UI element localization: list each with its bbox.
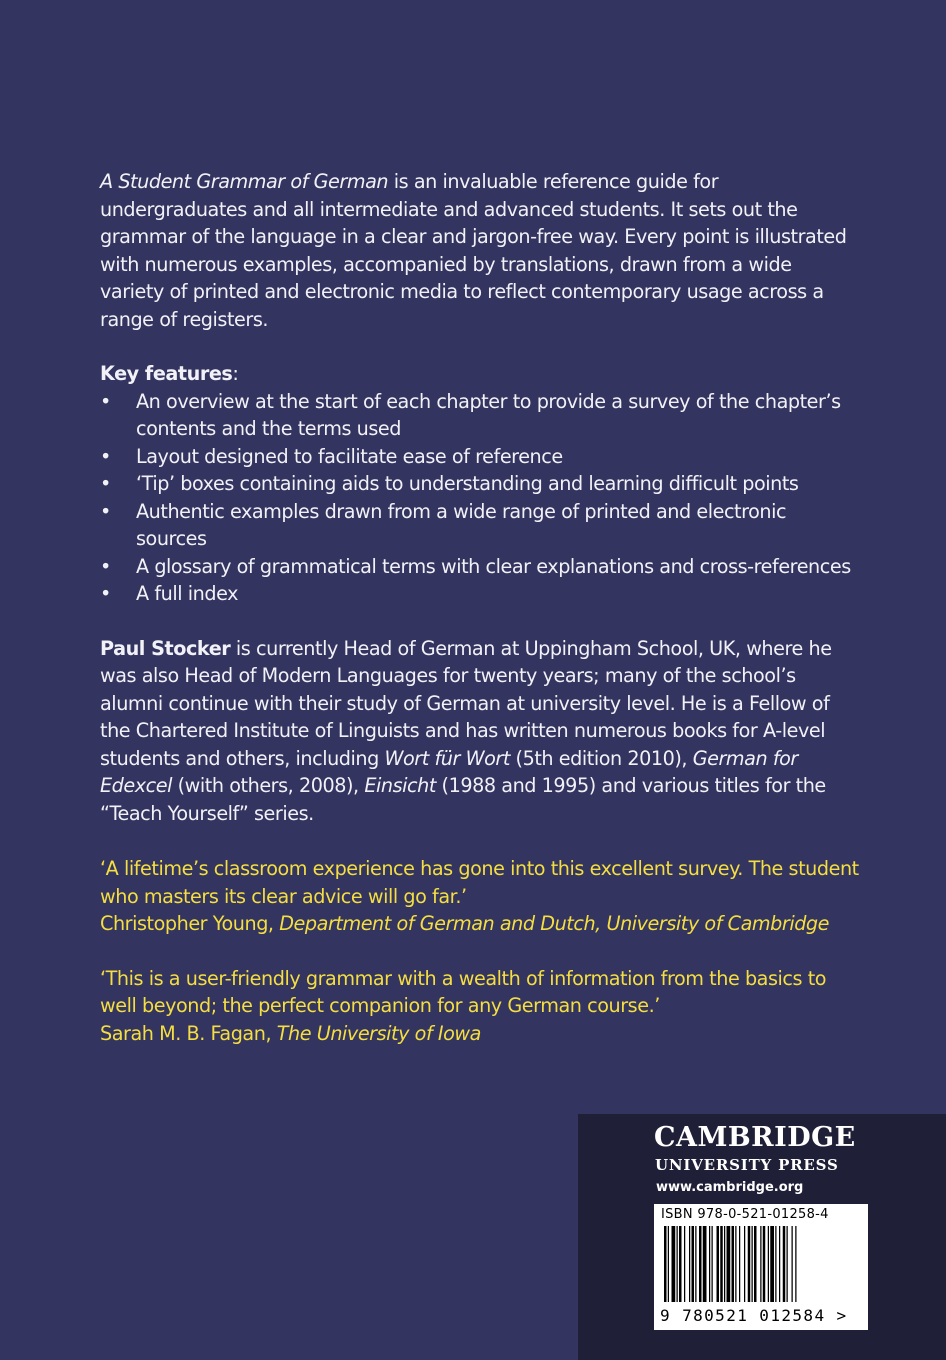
barcode-bar — [684, 1226, 685, 1302]
barcode-bar — [709, 1226, 710, 1302]
book-description — [100, 168, 860, 333]
barcode-bar — [768, 1226, 769, 1302]
book-title: A Student Grammar of German — [100, 170, 389, 193]
barcode-bar — [692, 1226, 695, 1302]
book-title-ref: Einsicht — [364, 774, 436, 797]
barcode-bar — [703, 1226, 707, 1302]
barcode-label — [654, 1204, 868, 1330]
barcode-bar — [727, 1226, 731, 1302]
back-cover-text — [100, 168, 860, 1074]
barcode-bar — [754, 1226, 757, 1302]
barcode-bar — [679, 1226, 682, 1302]
quote-text: ‘This is a user-friendly grammar with a wealth of information from the basics to well beyond; the perfect companion for any German course.’ — [100, 966, 827, 1017]
barcode-bar — [699, 1226, 702, 1302]
author-name: Paul Stocker — [100, 636, 231, 660]
feature-item: • Authentic examples drawn from a wide range of printed and electronic sources — [100, 498, 860, 553]
review-quote — [100, 855, 860, 938]
feature-item: • A full index — [100, 580, 860, 608]
barcode-bar — [795, 1226, 796, 1302]
feature-item: • Layout designed to facilitate ease of reference — [100, 443, 860, 471]
barcode-bar — [735, 1226, 736, 1302]
barcode-bar — [677, 1226, 678, 1302]
barcode-bar — [763, 1226, 766, 1302]
barcode-bar — [775, 1226, 776, 1302]
feature-item: • A glossary of grammatical terms with clear explanations and cross-references — [100, 553, 860, 581]
barcode-bar — [720, 1226, 723, 1302]
feature-item: • ‘Tip’ boxes containing aids to understanding and learning difficult points — [100, 470, 860, 498]
barcode-bar — [739, 1226, 740, 1302]
barcode-bar — [783, 1226, 786, 1302]
barcode — [662, 1226, 862, 1302]
barcode-bar — [744, 1226, 745, 1302]
barcode-bar — [732, 1226, 735, 1302]
quote-attribution: Sarah M. B. Fagan, The University of Iowa — [100, 1021, 481, 1045]
publisher-panel — [578, 1114, 946, 1360]
barcode-digits: 9 780521 012584 > — [660, 1306, 848, 1325]
barcode-bar — [672, 1226, 676, 1302]
barcode-bar — [689, 1226, 690, 1302]
description-text: is an invaluable reference guide for undergraduates and all intermediate and advanced students. It sets out the grammar of the language in a clear and jargon-free way. Every point is illustrated with numerous examples, accompanied by translations, drawn from a wide variety of printed and electronic media to reflect contemporary usage across a range of registers. — [100, 170, 847, 331]
barcode-bar — [770, 1226, 774, 1302]
barcode-bar — [779, 1226, 780, 1302]
author-bio: Paul Stocker is currently Head of German at Uppingham School, UK, where he was also Head of Modern Languages for twenty years; many of the school’s alumni continue with their study of German at university level. He is a Fellow of the Chartered Institute of Linguists and has written numerous books for A-level students and others, including Wort für Wort (5th edition 2010), German for Edexcel (with others, 2008), Einsicht (1988 and 1995) and various titles for the “Teach Yourself” series. — [100, 636, 832, 825]
barcode-bar — [717, 1226, 720, 1302]
barcode-bar — [787, 1226, 788, 1302]
barcode-bar — [668, 1226, 669, 1302]
feature-item: • An overview at the start of each chapter to provide a survey of the chapter’s contents and the terms used — [100, 388, 860, 443]
key-features-list — [100, 388, 860, 608]
quote-text: ‘A lifetime’s classroom experience has gone into this excellent survey. The student who masters its clear advice will go far.’ — [100, 857, 859, 908]
quote-attribution: Christopher Young, Department of German and Dutch, University of Cambridge — [100, 912, 830, 935]
barcode-bar — [792, 1226, 793, 1302]
isbn: ISBN 978-0-521-01258-4 — [661, 1207, 829, 1222]
publisher-url: www.cambridge.org — [656, 1180, 804, 1195]
barcode-bar — [752, 1226, 753, 1302]
book-title-ref: Wort für Wort — [384, 746, 510, 770]
barcode-bar — [724, 1226, 725, 1302]
barcode-bar — [748, 1226, 751, 1302]
key-features-heading: Key features: — [100, 362, 239, 385]
barcode-bar — [695, 1226, 696, 1302]
book-title-ref: German for Edexcel — [100, 746, 798, 797]
review-quote — [100, 965, 860, 1048]
barcode-bar — [760, 1226, 761, 1302]
publisher-logo: CAMBRIDGE — [654, 1122, 856, 1153]
publisher-subtitle: UNIVERSITY PRESS — [655, 1156, 839, 1174]
barcode-bar — [664, 1226, 667, 1302]
barcode-bar — [712, 1226, 713, 1302]
